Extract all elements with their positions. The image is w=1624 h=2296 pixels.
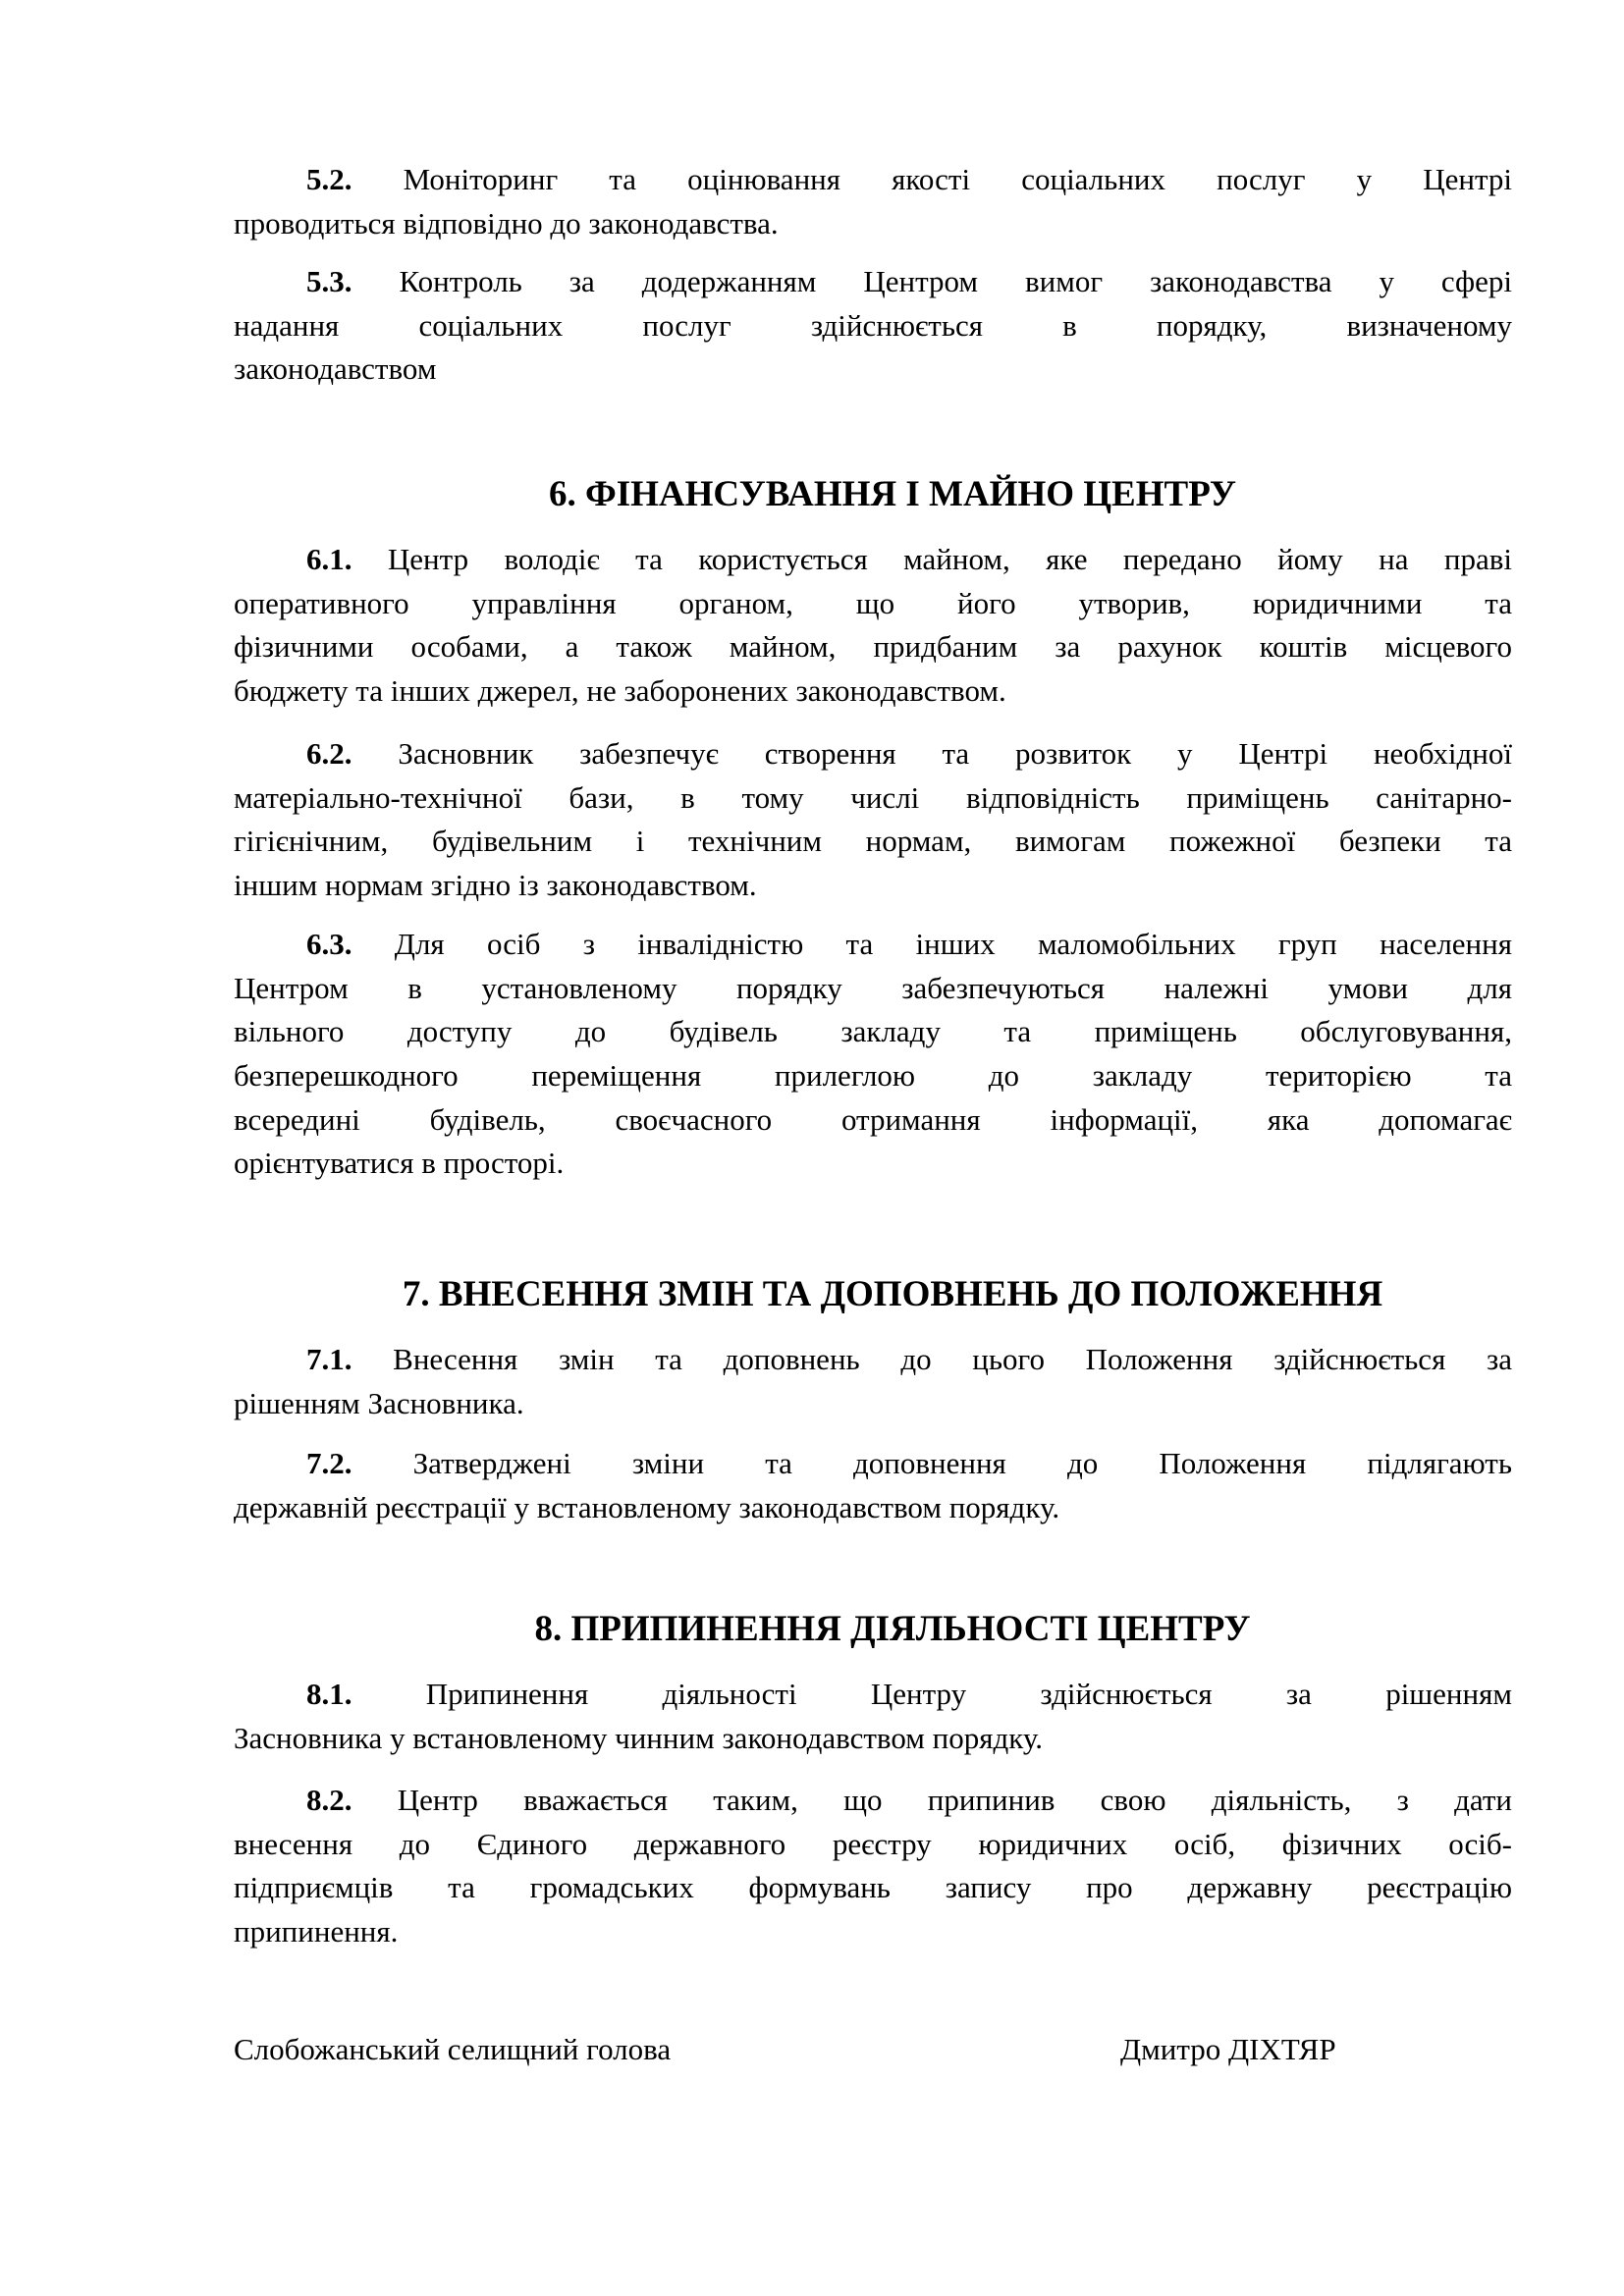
signature-position: Слобожанський селищний голова bbox=[234, 2032, 672, 2066]
clause-number: 8.1. bbox=[306, 1677, 352, 1711]
clause-text: Припинення діяльності Центру здійснюється за рішенням bbox=[352, 1677, 1512, 1711]
clause-text: Внесення змін та доповнень до цього Положення здійснюється за bbox=[352, 1342, 1512, 1376]
section-heading bbox=[234, 1605, 1512, 1654]
paragraph-line: орієнтуватися в просторі. bbox=[234, 1146, 565, 1181]
clause-number: 8.2. bbox=[306, 1783, 352, 1817]
paragraph-line: внесення до Єдиного державного реєстру юридичних осіб, фізичних осіб- bbox=[234, 1826, 1512, 1861]
paragraph-line: рішенням Засновника. bbox=[234, 1385, 524, 1420]
paragraph-line bbox=[234, 732, 1512, 776]
paragraph-line: Засновника у встановленому чинним законодавством порядку. bbox=[234, 1720, 1044, 1755]
section-heading-text: 8. ПРИПИНЕННЯ ДІЯЛЬНОСТІ ЦЕНТРУ bbox=[534, 1609, 1251, 1649]
paragraph-line bbox=[234, 1673, 1512, 1717]
section-heading-text: 6. ФІНАНСУВАННЯ І МАЙНО ЦЕНТРУ bbox=[548, 474, 1237, 514]
paragraph-line: законодавством bbox=[234, 351, 437, 387]
paragraph-line bbox=[234, 1779, 1512, 1823]
clause-number: 7.1. bbox=[306, 1342, 352, 1376]
paragraph-line bbox=[234, 1442, 1512, 1486]
clause-number: 7.2. bbox=[306, 1446, 352, 1480]
paragraph-line bbox=[234, 923, 1512, 967]
clause-number: 6.2. bbox=[306, 736, 352, 771]
paragraph-line: матеріально-технічної бази, в тому числі відповідність приміщень санітарно- bbox=[234, 779, 1512, 815]
clause-number: 6.1. bbox=[306, 542, 352, 576]
signature-name: Дмитро ДІХТЯР bbox=[1120, 2032, 1336, 2066]
paragraph-line: оперативного управління органом, що його утворив, юридичними та bbox=[234, 585, 1512, 620]
paragraph-line: проводиться відповідно до законодавства. bbox=[234, 205, 779, 240]
clause-number: 5.2. bbox=[306, 162, 352, 196]
paragraph-line: вільного доступу до будівель закладу та приміщень обслуговування, bbox=[234, 1014, 1512, 1049]
paragraph bbox=[234, 260, 1512, 392]
clause-number: 6.3. bbox=[306, 927, 352, 961]
paragraph bbox=[234, 1338, 1512, 1425]
section-heading bbox=[234, 470, 1512, 519]
paragraph bbox=[234, 923, 1512, 1186]
clause-text: Центр вважається таким, що припинив свою діяльність, з дати bbox=[352, 1783, 1512, 1817]
paragraph-line: підприємців та громадських формувань запису про державну реєстрацію bbox=[234, 1870, 1512, 1905]
paragraph-line bbox=[234, 538, 1512, 582]
clause-text: Контроль за додержанням Центром вимог законодавства у сфері bbox=[352, 264, 1512, 298]
paragraph-line: надання соціальних послуг здійснюється в порядку, визначеному bbox=[234, 307, 1512, 343]
clause-text: Центр володіє та користується майном, яке передано йому на праві bbox=[352, 542, 1512, 576]
paragraph bbox=[234, 1442, 1512, 1529]
paragraph bbox=[234, 538, 1512, 714]
clause-text: Для осіб з інвалідністю та інших маломобільних груп населення bbox=[352, 927, 1512, 961]
paragraph-line: державній реєстрації у встановленому законодавством порядку. bbox=[234, 1489, 1060, 1524]
section-heading bbox=[234, 1270, 1512, 1319]
paragraph bbox=[234, 732, 1512, 908]
paragraph bbox=[234, 1779, 1512, 1954]
clause-text: Затверджені зміни та доповнення до Положення підлягають bbox=[352, 1446, 1512, 1480]
paragraph-line bbox=[234, 1338, 1512, 1382]
paragraph-line: Центром в установленому порядку забезпечуються належні умови для bbox=[234, 970, 1512, 1005]
section-heading-text: 7. ВНЕСЕННЯ ЗМІН ТА ДОПОВНЕНЬ ДО ПОЛОЖЕННЯ bbox=[402, 1274, 1383, 1314]
clause-text: Засновник забезпечує створення та розвиток у Центрі необхідної bbox=[352, 736, 1512, 771]
paragraph-line: бюджету та інших джерел, не заборонених законодавством. bbox=[234, 673, 1006, 709]
paragraph bbox=[234, 1673, 1512, 1760]
paragraph-line: гігієнічним, будівельним і технічним нормам, вимогам пожежної безпеки та bbox=[234, 824, 1512, 859]
clause-number: 5.3. bbox=[306, 264, 352, 298]
paragraph-line: припинення. bbox=[234, 1914, 399, 1949]
paragraph bbox=[234, 158, 1512, 245]
paragraph-line: іншим нормам згідно із законодавством. bbox=[234, 868, 757, 903]
paragraph-line bbox=[234, 158, 1512, 202]
paragraph-line: безперешкодного переміщення прилеглою до закладу територією та bbox=[234, 1058, 1512, 1094]
clause-text: Моніторинг та оцінювання якості соціальних послуг у Центрі bbox=[352, 162, 1512, 196]
paragraph-line: всередині будівель, своєчасного отримання інформації, яка допомагає bbox=[234, 1101, 1512, 1137]
paragraph-line bbox=[234, 260, 1512, 304]
paragraph-line: фізичними особами, а також майном, придбаним за рахунок коштів місцевого bbox=[234, 629, 1512, 665]
